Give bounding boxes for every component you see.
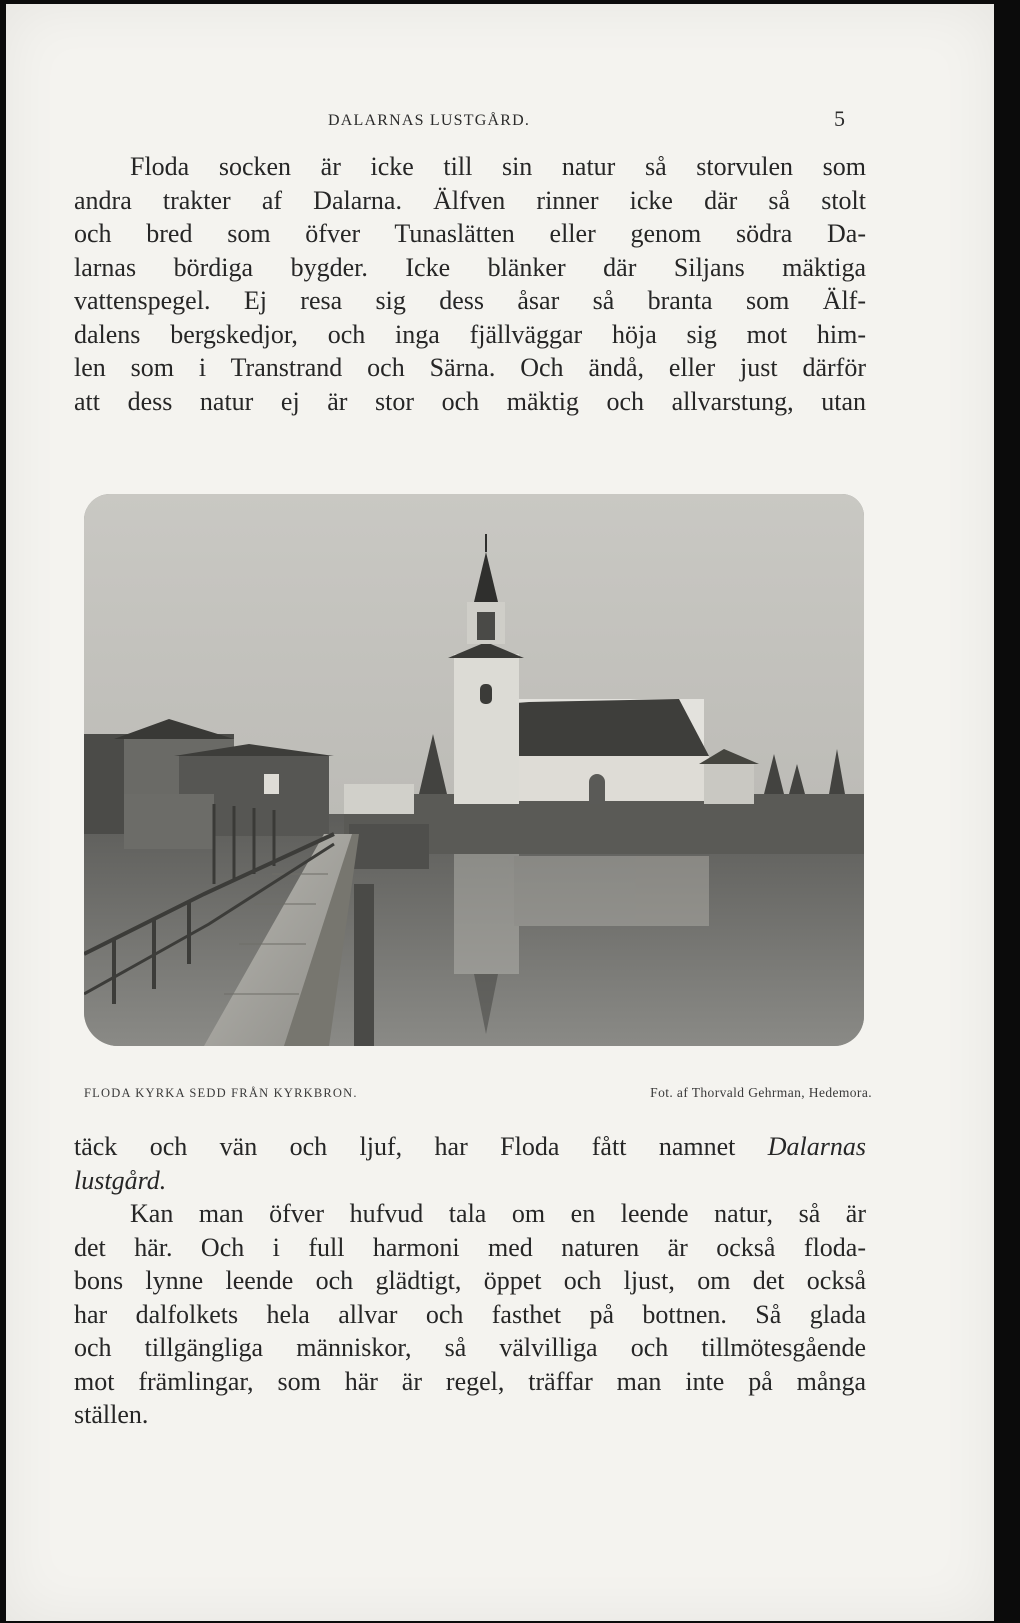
text-line: andra trakter af Dalarna. Älfven rinner icke där så stolt [74, 185, 866, 215]
paragraph-1 [74, 150, 866, 418]
caption-photographer: Fot. af Thorvald Gehrman, Hedemora. [650, 1085, 872, 1100]
text-line: bons lynne leende och glädtigt, öppet och ljust, om det också [74, 1266, 866, 1295]
book-page [6, 4, 994, 1621]
italic-phrase: lustgård. [74, 1165, 167, 1195]
text-line: och tillgängliga människor, så välvilliga och tillmötesgående [74, 1333, 866, 1362]
text-line: Floda socken är icke till sin natur så storvulen som [130, 152, 866, 181]
text-line: mot främlingar, som här är regel, träffar man inte på många [74, 1366, 866, 1396]
text-line: har dalfolkets hela allvar och fasthet på bottnen. Så glada [74, 1299, 866, 1329]
running-title: DALARNAS LUSTGÅRD. [328, 112, 531, 129]
caption-title: FLODA KYRKA SEDD FRÅN KYRKBRON. [84, 1086, 358, 1100]
text-line: det här. Och i full harmoni med naturen är också floda- [74, 1232, 866, 1262]
running-header [6, 108, 994, 138]
text-line: Kan man öfver hufvud tala om en leende natur, så är [130, 1199, 866, 1228]
italic-phrase: Dalarnas [767, 1132, 866, 1161]
text-line: ställen. [74, 1400, 149, 1429]
church-photograph [84, 494, 864, 1046]
photo-illustration [84, 494, 864, 1046]
text-segment: täck och vän och ljuf, har Floda fått namnet [74, 1132, 768, 1161]
text-line: vattenspegel. Ej resa sig dess åsar så branta som Älf- [74, 286, 866, 315]
text-line [74, 1164, 866, 1198]
text-line: dalens bergskedjor, och inga fjällväggar höja sig mot him- [74, 319, 866, 349]
text-line: len som i Transtrand och Särna. Och ändå, eller just därför [74, 353, 866, 382]
text-line: larnas bördiga bygder. Icke blänker där Siljans mäktiga [74, 252, 866, 282]
text-line [74, 1130, 866, 1164]
paragraph-2 [74, 1130, 866, 1432]
text-line: och bred som öfver Tunaslätten eller genom södra Da- [74, 219, 866, 248]
page-number: 5 [834, 106, 845, 131]
text-line: att dess natur ej är stor och mäktig och allvarstung, utan [74, 386, 866, 416]
photo-caption [84, 1086, 874, 1108]
